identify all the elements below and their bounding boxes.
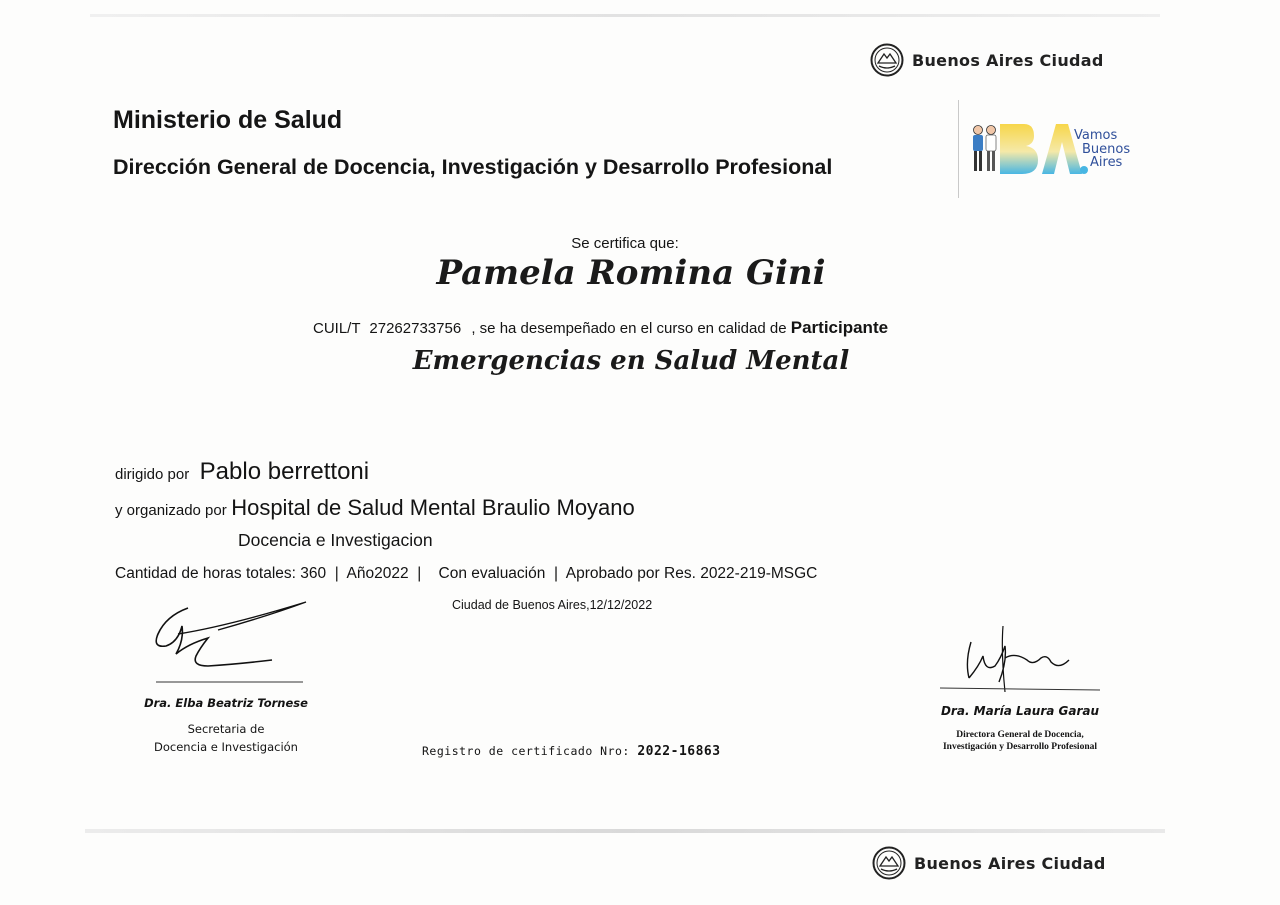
top-divider: [90, 14, 1160, 17]
signatory-2-title-line2: Investigación y Desarrollo Profesional: [942, 742, 1097, 752]
separator: |: [549, 565, 563, 582]
signatory-1-name: Dra. Elba Beatriz Tornese: [144, 696, 308, 710]
role-text: , se ha desempeñado en el curso en calidad de: [471, 320, 787, 337]
cuil-label: CUIL/T: [313, 320, 361, 337]
logo-divider: [958, 100, 959, 198]
logo-text-line3: Aires: [1090, 155, 1123, 170]
bottom-divider: [85, 829, 1165, 833]
directed-by: Pablo berrettoni: [199, 458, 370, 485]
organized-by: Hospital de Salud Mental Braulio Moyano: [231, 495, 635, 520]
signature-2-image: [935, 622, 1110, 697]
directed-line: [115, 458, 369, 486]
certify-intro: Se certifica que:: [571, 235, 679, 252]
cuil-line: [313, 318, 888, 338]
brand-name: Buenos Aires Ciudad: [914, 853, 1106, 873]
hours-value: 360: [300, 565, 327, 582]
evaluation: Con evaluación: [438, 565, 546, 582]
signature-1-image: [148, 596, 313, 686]
department: Docencia e Investigacion: [238, 530, 433, 550]
signatory-1-title-line1: Secretaria de: [187, 722, 265, 736]
signatory-2-title-line1: Directora General de Docencia,: [956, 730, 1084, 740]
place-date: Ciudad de Buenos Aires,12/12/2022: [452, 598, 653, 612]
separator: |: [330, 565, 344, 582]
brand-footer: [872, 846, 1106, 880]
recipient-name: Pamela Romina Gini: [436, 253, 826, 293]
direction-title: Dirección General de Docencia, Investigación y Desarrollo Profesional: [113, 155, 833, 179]
hours-label: Cantidad de horas totales:: [115, 565, 296, 582]
course-title: Emergencias en Salud Mental: [412, 346, 850, 376]
signatory-2-name: Dra. María Laura Garau: [940, 704, 1100, 718]
signatory-2-title: [900, 729, 1140, 753]
approval: Aprobado por Res. 2022-219-MSGC: [565, 565, 818, 582]
separator: |: [412, 565, 435, 582]
signatory-1-title: [110, 720, 342, 756]
vamos-buenos-aires-logo: [968, 118, 1143, 180]
brand-name: Buenos Aires Ciudad: [912, 50, 1104, 70]
logo-text-line1: Vamos: [1074, 128, 1118, 143]
organized-line: [115, 495, 635, 521]
course-summary: [115, 565, 817, 583]
year-value: 2022: [374, 565, 409, 582]
city-seal-icon: [872, 846, 906, 880]
year-label: Año: [346, 565, 375, 582]
city-seal-icon: [870, 43, 904, 77]
registry-number: 2022-16863: [637, 744, 721, 759]
organized-label: y organizado por: [115, 502, 227, 519]
brand-header: [870, 43, 1104, 77]
cuil-value: 27262733756: [369, 320, 462, 337]
signatory-1-title-line2: Docencia e Investigación: [154, 740, 298, 754]
registry-label: Registro de certificado Nro:: [422, 744, 630, 758]
directed-label: dirigido por: [115, 466, 190, 483]
logo-text-line2: Buenos: [1082, 141, 1131, 157]
role: Participante: [790, 318, 889, 337]
ministry-title: Ministerio de Salud: [113, 106, 343, 134]
registry: [422, 744, 721, 759]
